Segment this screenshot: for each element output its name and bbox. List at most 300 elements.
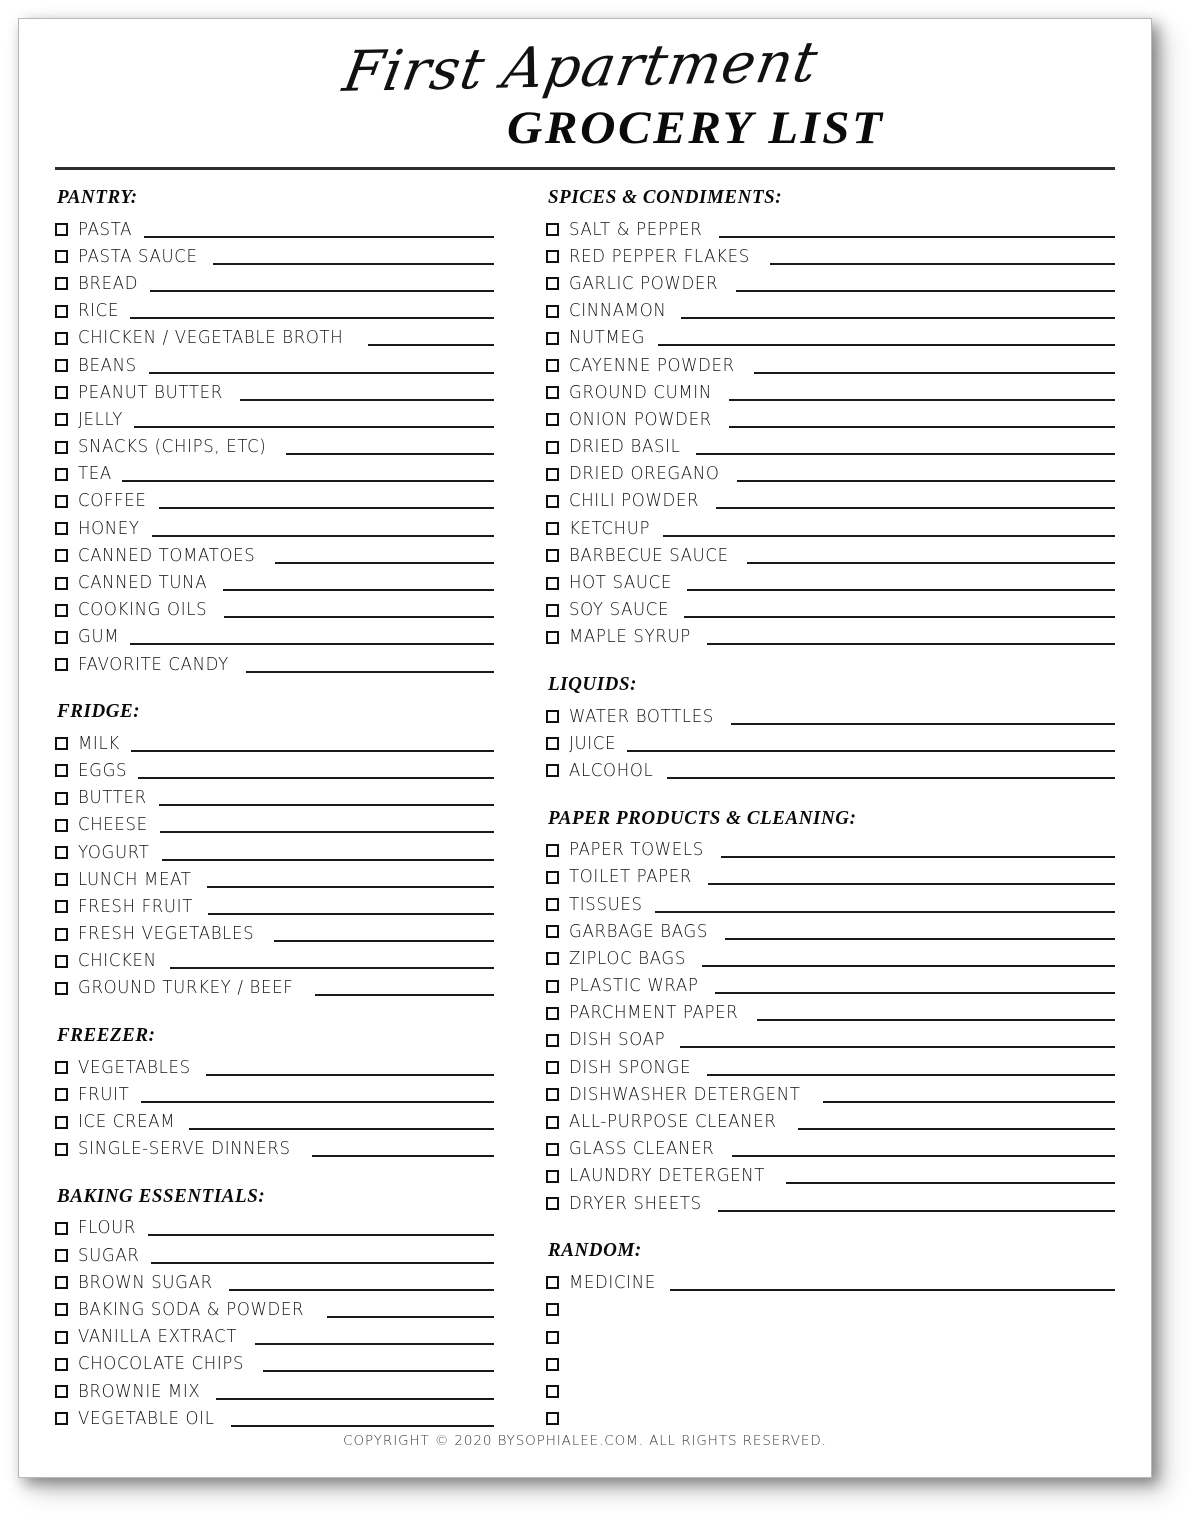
write-in-line[interactable] xyxy=(224,616,495,618)
item-label: TOILET PAPER xyxy=(569,867,693,888)
checklist-section xyxy=(546,1239,1115,1432)
checkbox-square-icon[interactable] xyxy=(546,1061,559,1074)
checklist-item[interactable] xyxy=(546,837,1115,864)
item-label: BEANS xyxy=(78,355,137,376)
checklist-section xyxy=(546,186,1115,651)
write-in-line[interactable] xyxy=(246,671,494,673)
section-heading: FREEZER: xyxy=(57,1024,156,1047)
checkbox-square-icon[interactable] xyxy=(55,386,68,399)
checklist-item[interactable] xyxy=(546,1190,1115,1217)
checklist-item[interactable] xyxy=(55,488,494,515)
write-in-line[interactable] xyxy=(368,344,494,346)
write-in-line[interactable] xyxy=(716,507,1115,509)
checkbox-square-icon[interactable] xyxy=(546,277,559,290)
write-in-line[interactable] xyxy=(274,940,495,942)
item-label: FLOUR xyxy=(78,1218,137,1239)
checklist-item[interactable] xyxy=(546,1027,1115,1054)
item-label: PLASTIC WRAP xyxy=(569,976,699,997)
checkbox-square-icon[interactable] xyxy=(55,737,68,750)
write-in-line[interactable] xyxy=(721,856,1115,858)
checkbox-square-icon[interactable] xyxy=(55,631,68,644)
write-in-line[interactable] xyxy=(729,399,1115,401)
item-label: RICE xyxy=(78,301,120,322)
write-in-line[interactable] xyxy=(696,453,1115,455)
checkbox-square-icon[interactable] xyxy=(55,577,68,590)
write-in-line[interactable] xyxy=(747,562,1115,564)
checklist-item[interactable] xyxy=(546,730,1115,757)
checklist-columns xyxy=(55,186,1115,1438)
checkbox-square-icon[interactable] xyxy=(55,332,68,345)
section-heading: FRIDGE: xyxy=(57,700,141,723)
item-label: DRYER SHEETS xyxy=(569,1193,702,1214)
checkbox-square-icon[interactable] xyxy=(55,1331,68,1344)
checklist-item[interactable] xyxy=(546,918,1115,945)
checkbox-square-icon[interactable] xyxy=(546,898,559,911)
item-label: VEGETABLE OIL xyxy=(78,1408,215,1429)
item-label: FRESH FRUIT xyxy=(78,896,193,917)
checkbox-square-icon[interactable] xyxy=(55,982,68,995)
write-in-line[interactable] xyxy=(680,1046,1115,1048)
write-in-line[interactable] xyxy=(737,480,1115,482)
item-label: CINNAMON xyxy=(569,301,667,322)
item-label: CHOCOLATE CHIPS xyxy=(78,1354,245,1375)
write-in-line[interactable] xyxy=(160,831,494,833)
write-in-line[interactable] xyxy=(707,1074,1115,1076)
checkbox-square-icon[interactable] xyxy=(55,955,68,968)
checklist-item[interactable] xyxy=(55,1054,494,1081)
checkbox-square-icon[interactable] xyxy=(546,359,559,372)
item-label: MAPLE SYRUP xyxy=(569,627,692,648)
write-in-line[interactable] xyxy=(684,616,1115,618)
checklist-item[interactable] xyxy=(546,379,1115,406)
write-in-line[interactable] xyxy=(134,426,494,428)
item-label: BROWNIE MIX xyxy=(78,1381,201,1402)
write-in-line[interactable] xyxy=(150,290,494,292)
checkbox-square-icon[interactable] xyxy=(546,468,559,481)
title-script: First Apartment xyxy=(338,30,823,105)
checkbox-square-icon[interactable] xyxy=(546,1358,559,1371)
checklist-item[interactable] xyxy=(55,893,494,920)
checklist-item[interactable] xyxy=(546,515,1115,542)
checklist-item[interactable] xyxy=(55,730,494,757)
write-in-line[interactable] xyxy=(757,1019,1115,1021)
blank-list-item[interactable] xyxy=(546,1378,1115,1405)
checkbox-square-icon[interactable] xyxy=(55,1385,68,1398)
checkbox-square-icon[interactable] xyxy=(55,1358,68,1371)
item-label: PAPER TOWELS xyxy=(569,840,705,861)
item-label: GROUND TURKEY / BEEF xyxy=(78,978,294,999)
checklist-section xyxy=(55,186,494,678)
item-label: CANNED TUNA xyxy=(78,573,208,594)
checklist-item[interactable] xyxy=(546,1108,1115,1135)
item-label: GUM xyxy=(78,627,120,648)
checklist-item[interactable] xyxy=(55,298,494,325)
item-label: SNACKS (CHIPS, ETC) xyxy=(78,437,267,458)
item-label: ZIPLOC BAGS xyxy=(569,948,687,969)
checklist-item[interactable] xyxy=(55,569,494,596)
write-in-line[interactable] xyxy=(667,777,1115,779)
checkbox-square-icon[interactable] xyxy=(55,792,68,805)
checkbox-square-icon[interactable] xyxy=(55,1088,68,1101)
checklist-item[interactable] xyxy=(55,270,494,297)
checklist-item[interactable] xyxy=(55,812,494,839)
checkbox-square-icon[interactable] xyxy=(55,1412,68,1425)
section-heading: PANTRY: xyxy=(57,186,138,208)
checkbox-square-icon[interactable] xyxy=(546,1385,559,1398)
checkbox-square-icon[interactable] xyxy=(546,871,559,884)
checkbox-square-icon[interactable] xyxy=(55,1061,68,1074)
checkbox-square-icon[interactable] xyxy=(546,305,559,318)
checklist-item[interactable] xyxy=(546,597,1115,624)
write-in-line[interactable] xyxy=(732,1155,1115,1157)
checklist-item[interactable] xyxy=(55,948,494,975)
checkbox-square-icon[interactable] xyxy=(55,305,68,318)
checklist-item[interactable] xyxy=(546,569,1115,596)
item-label: CHICKEN xyxy=(78,951,157,972)
checklist-item[interactable] xyxy=(546,1081,1115,1108)
write-in-line[interactable] xyxy=(315,994,494,996)
write-in-line[interactable] xyxy=(655,911,1115,913)
write-in-line[interactable] xyxy=(122,480,494,482)
checklist-item[interactable] xyxy=(55,1351,494,1378)
write-in-line[interactable] xyxy=(823,1101,1115,1103)
checklist-item[interactable] xyxy=(55,461,494,488)
checkbox-square-icon[interactable] xyxy=(55,522,68,535)
item-label: WATER BOTTLES xyxy=(569,706,715,727)
checklist-section xyxy=(55,700,494,1002)
checklist-item[interactable] xyxy=(55,1405,494,1432)
write-in-line[interactable] xyxy=(159,507,494,509)
write-in-line[interactable] xyxy=(729,426,1115,428)
header-divider xyxy=(55,167,1115,170)
item-label: PASTA SAUCE xyxy=(78,246,198,267)
page-content xyxy=(19,19,1151,1477)
item-label: DRIED BASIL xyxy=(569,437,681,458)
item-label: RED PEPPER FLAKES xyxy=(569,246,751,267)
write-in-line[interactable] xyxy=(159,804,494,806)
checkbox-square-icon[interactable] xyxy=(546,1088,559,1101)
checkbox-square-icon[interactable] xyxy=(546,1116,559,1129)
write-in-line[interactable] xyxy=(231,1425,494,1427)
checklist-item[interactable] xyxy=(546,461,1115,488)
checklist-item[interactable] xyxy=(55,406,494,433)
left-column xyxy=(55,186,546,1438)
checkbox-square-icon[interactable] xyxy=(55,873,68,886)
write-in-line[interactable] xyxy=(162,859,494,861)
write-in-line[interactable] xyxy=(223,589,494,591)
write-in-line[interactable] xyxy=(312,1155,494,1157)
checklist-item[interactable] xyxy=(546,1000,1115,1027)
checklist-item[interactable] xyxy=(546,434,1115,461)
write-in-line[interactable] xyxy=(658,344,1115,346)
copyright-notice: COPYRIGHT © 2020 BYSOPHIALEE.COM. ALL RIGHTS RESERVED. xyxy=(343,1433,827,1449)
checkbox-square-icon[interactable] xyxy=(55,223,68,236)
write-in-line[interactable] xyxy=(148,1234,494,1236)
checkbox-square-icon[interactable] xyxy=(55,764,68,777)
checkbox-square-icon[interactable] xyxy=(546,925,559,938)
write-in-line[interactable] xyxy=(213,263,494,265)
write-in-line[interactable] xyxy=(144,236,495,238)
blank-list-item[interactable] xyxy=(546,1296,1115,1323)
item-label: PASTA xyxy=(78,219,133,240)
right-column xyxy=(546,186,1115,1438)
item-label: VEGETABLES xyxy=(78,1057,191,1078)
write-in-line[interactable] xyxy=(255,1343,494,1345)
write-in-line[interactable] xyxy=(170,967,494,969)
checkbox-square-icon[interactable] xyxy=(546,441,559,454)
checklist-item[interactable] xyxy=(546,270,1115,297)
checklist-item[interactable] xyxy=(546,1136,1115,1163)
checklist-item[interactable] xyxy=(55,975,494,1002)
checklist-item[interactable] xyxy=(546,945,1115,972)
item-label: KETCHUP xyxy=(569,518,651,539)
checklist-section xyxy=(546,807,1115,1218)
checklist-item[interactable] xyxy=(546,325,1115,352)
checkbox-square-icon[interactable] xyxy=(546,223,559,236)
checkbox-square-icon[interactable] xyxy=(546,495,559,508)
write-in-line[interactable] xyxy=(786,1182,1115,1184)
checklist-item[interactable] xyxy=(55,624,494,651)
item-label: CAYENNE POWDER xyxy=(569,355,735,376)
checklist-item[interactable] xyxy=(55,866,494,893)
checkbox-square-icon[interactable] xyxy=(55,819,68,832)
item-label: DISH SPONGE xyxy=(569,1057,692,1078)
checklist-item[interactable] xyxy=(546,406,1115,433)
item-label: DRIED OREGANO xyxy=(569,464,720,485)
checklist-item[interactable] xyxy=(546,216,1115,243)
write-in-line[interactable] xyxy=(263,1370,494,1372)
checklist-item[interactable] xyxy=(55,1081,494,1108)
checklist-item[interactable] xyxy=(546,703,1115,730)
checklist-item[interactable] xyxy=(546,298,1115,325)
checkbox-square-icon[interactable] xyxy=(546,1034,559,1047)
checkbox-square-icon[interactable] xyxy=(546,577,559,590)
checklist-section xyxy=(546,673,1115,785)
checkbox-square-icon[interactable] xyxy=(546,1276,559,1289)
write-in-line[interactable] xyxy=(327,1316,495,1318)
write-in-line[interactable] xyxy=(207,886,494,888)
write-in-line[interactable] xyxy=(725,938,1115,940)
checkbox-square-icon[interactable] xyxy=(546,980,559,993)
checkbox-square-icon[interactable] xyxy=(546,1007,559,1020)
write-in-line[interactable] xyxy=(708,883,1115,885)
checkbox-square-icon[interactable] xyxy=(55,658,68,671)
item-label: HOT SAUCE xyxy=(569,573,673,594)
checklist-item[interactable] xyxy=(546,891,1115,918)
checkbox-square-icon[interactable] xyxy=(546,386,559,399)
checkbox-square-icon[interactable] xyxy=(546,710,559,723)
write-in-line[interactable] xyxy=(286,453,494,455)
checklist-item[interactable] xyxy=(55,1108,494,1135)
write-in-line[interactable] xyxy=(718,1210,1115,1212)
checkbox-square-icon[interactable] xyxy=(55,1249,68,1262)
checkbox-square-icon[interactable] xyxy=(55,359,68,372)
checkbox-square-icon[interactable] xyxy=(546,737,559,750)
checklist-item[interactable] xyxy=(546,352,1115,379)
checkbox-square-icon[interactable] xyxy=(55,413,68,426)
checklist-item[interactable] xyxy=(55,1242,494,1269)
checkbox-square-icon[interactable] xyxy=(55,468,68,481)
checklist-item[interactable] xyxy=(546,243,1115,270)
write-in-line[interactable] xyxy=(627,750,1115,752)
checklist-item[interactable] xyxy=(55,542,494,569)
checklist-item[interactable] xyxy=(55,515,494,542)
item-label: PEANUT BUTTER xyxy=(78,382,223,403)
checklist-item[interactable] xyxy=(546,864,1115,891)
checkbox-square-icon[interactable] xyxy=(546,1412,559,1425)
checkbox-square-icon[interactable] xyxy=(546,250,559,263)
item-label: GLASS CLEANER xyxy=(569,1139,715,1160)
checklist-item[interactable] xyxy=(546,488,1115,515)
checkbox-square-icon[interactable] xyxy=(55,1276,68,1289)
write-in-line[interactable] xyxy=(275,562,494,564)
checkbox-square-icon[interactable] xyxy=(55,495,68,508)
item-label: SINGLE-SERVE DINNERS xyxy=(78,1139,291,1160)
checklist-item[interactable] xyxy=(55,785,494,812)
item-label: NUTMEG xyxy=(569,328,646,349)
checklist-item[interactable] xyxy=(55,921,494,948)
checklist-item[interactable] xyxy=(55,597,494,624)
checkbox-square-icon[interactable] xyxy=(546,549,559,562)
checklist-item[interactable] xyxy=(55,757,494,784)
write-in-line[interactable] xyxy=(189,1128,494,1130)
write-in-line[interactable] xyxy=(663,535,1115,537)
write-in-line[interactable] xyxy=(151,1262,494,1264)
write-in-line[interactable] xyxy=(770,263,1115,265)
checklist-item[interactable] xyxy=(55,379,494,406)
item-label: ALCOHOL xyxy=(569,760,654,781)
item-label: GROUND CUMIN xyxy=(569,382,712,403)
checklist-item[interactable] xyxy=(55,1296,494,1323)
checklist-item[interactable] xyxy=(55,1378,494,1405)
checkbox-square-icon[interactable] xyxy=(55,928,68,941)
checkbox-square-icon[interactable] xyxy=(546,764,559,777)
checkbox-square-icon[interactable] xyxy=(546,631,559,644)
write-in-line[interactable] xyxy=(240,399,494,401)
write-in-line[interactable] xyxy=(670,1289,1115,1291)
write-in-line[interactable] xyxy=(736,290,1115,292)
checkbox-square-icon[interactable] xyxy=(55,900,68,913)
write-in-line[interactable] xyxy=(130,317,495,319)
item-label: GARBAGE BAGS xyxy=(569,921,709,942)
checklist-item[interactable] xyxy=(546,757,1115,784)
checkbox-square-icon[interactable] xyxy=(55,441,68,454)
item-label: BAKING SODA & POWDER xyxy=(78,1299,305,1320)
write-in-line[interactable] xyxy=(152,535,495,537)
checklist-item[interactable] xyxy=(55,651,494,678)
item-label: TEA xyxy=(78,464,112,485)
write-in-line[interactable] xyxy=(681,317,1115,319)
write-in-line[interactable] xyxy=(707,643,1115,645)
checklist-item[interactable] xyxy=(546,1054,1115,1081)
checklist-item[interactable] xyxy=(55,434,494,461)
checkbox-square-icon[interactable] xyxy=(55,604,68,617)
section-heading: SPICES & CONDIMENTS: xyxy=(548,186,783,208)
checkbox-square-icon[interactable] xyxy=(546,1170,559,1183)
write-in-line[interactable] xyxy=(229,1289,494,1291)
checkbox-square-icon[interactable] xyxy=(546,604,559,617)
checkbox-square-icon[interactable] xyxy=(55,250,68,263)
blank-list-item[interactable] xyxy=(546,1324,1115,1351)
write-in-line[interactable] xyxy=(131,750,495,752)
checkbox-square-icon[interactable] xyxy=(546,1197,559,1210)
write-in-line[interactable] xyxy=(715,992,1115,994)
checkbox-square-icon[interactable] xyxy=(55,1116,68,1129)
checkbox-square-icon[interactable] xyxy=(55,1303,68,1316)
checkbox-square-icon[interactable] xyxy=(55,846,68,859)
item-label: CHICKEN / VEGETABLE BROTH xyxy=(78,328,344,349)
write-in-line[interactable] xyxy=(754,372,1115,374)
checklist-item[interactable] xyxy=(546,973,1115,1000)
checklist-item[interactable] xyxy=(55,216,494,243)
checklist-item[interactable] xyxy=(55,1136,494,1163)
checkbox-square-icon[interactable] xyxy=(546,844,559,857)
item-label: EGGS xyxy=(78,760,128,781)
write-in-line[interactable] xyxy=(138,777,494,779)
checklist-item[interactable] xyxy=(55,839,494,866)
checklist-item[interactable] xyxy=(55,1324,494,1351)
item-label: MILK xyxy=(78,733,120,754)
write-in-line[interactable] xyxy=(130,643,494,645)
item-label: LAUNDRY DETERGENT xyxy=(569,1166,766,1187)
checkbox-square-icon[interactable] xyxy=(546,413,559,426)
write-in-line[interactable] xyxy=(731,723,1115,725)
write-in-line[interactable] xyxy=(798,1128,1115,1130)
write-in-line[interactable] xyxy=(141,1101,494,1103)
checklist-item[interactable] xyxy=(55,352,494,379)
page-title: GROCERY LIST xyxy=(507,102,885,154)
write-in-line[interactable] xyxy=(702,965,1115,967)
write-in-line[interactable] xyxy=(719,236,1115,238)
item-label: SUGAR xyxy=(78,1245,140,1266)
write-in-line[interactable] xyxy=(216,1398,494,1400)
item-label: PARCHMENT PAPER xyxy=(569,1003,739,1024)
item-label: CHEESE xyxy=(78,815,148,836)
checklist-item[interactable] xyxy=(546,1269,1115,1296)
item-label: COFFEE xyxy=(78,491,147,512)
item-label: CANNED TOMATOES xyxy=(78,545,256,566)
write-in-line[interactable] xyxy=(208,913,494,915)
checkbox-square-icon[interactable] xyxy=(546,1331,559,1344)
item-label: TISSUES xyxy=(569,894,643,915)
checkbox-square-icon[interactable] xyxy=(546,1303,559,1316)
write-in-line[interactable] xyxy=(206,1074,494,1076)
blank-list-item[interactable] xyxy=(546,1405,1115,1432)
item-label: COOKING OILS xyxy=(78,600,208,621)
checkbox-square-icon[interactable] xyxy=(546,952,559,965)
item-label: GARLIC POWDER xyxy=(569,273,719,294)
checklist-item[interactable] xyxy=(55,243,494,270)
checklist-item[interactable] xyxy=(55,1269,494,1296)
checkbox-square-icon[interactable] xyxy=(55,277,68,290)
blank-list-item[interactable] xyxy=(546,1351,1115,1378)
checkbox-square-icon[interactable] xyxy=(55,1143,68,1156)
checkbox-square-icon[interactable] xyxy=(546,1143,559,1156)
checkbox-square-icon[interactable] xyxy=(546,332,559,345)
checkbox-square-icon[interactable] xyxy=(55,549,68,562)
checklist-item[interactable] xyxy=(55,1215,494,1242)
item-label: BREAD xyxy=(78,273,139,294)
checklist-item[interactable] xyxy=(55,325,494,352)
section-heading: RANDOM: xyxy=(548,1239,642,1262)
checkbox-square-icon[interactable] xyxy=(55,1222,68,1235)
checklist-item[interactable] xyxy=(546,542,1115,569)
write-in-line[interactable] xyxy=(149,372,495,374)
write-in-line[interactable] xyxy=(687,589,1115,591)
checklist-item[interactable] xyxy=(546,1163,1115,1190)
checklist-item[interactable] xyxy=(546,624,1115,651)
checkbox-square-icon[interactable] xyxy=(546,522,559,535)
